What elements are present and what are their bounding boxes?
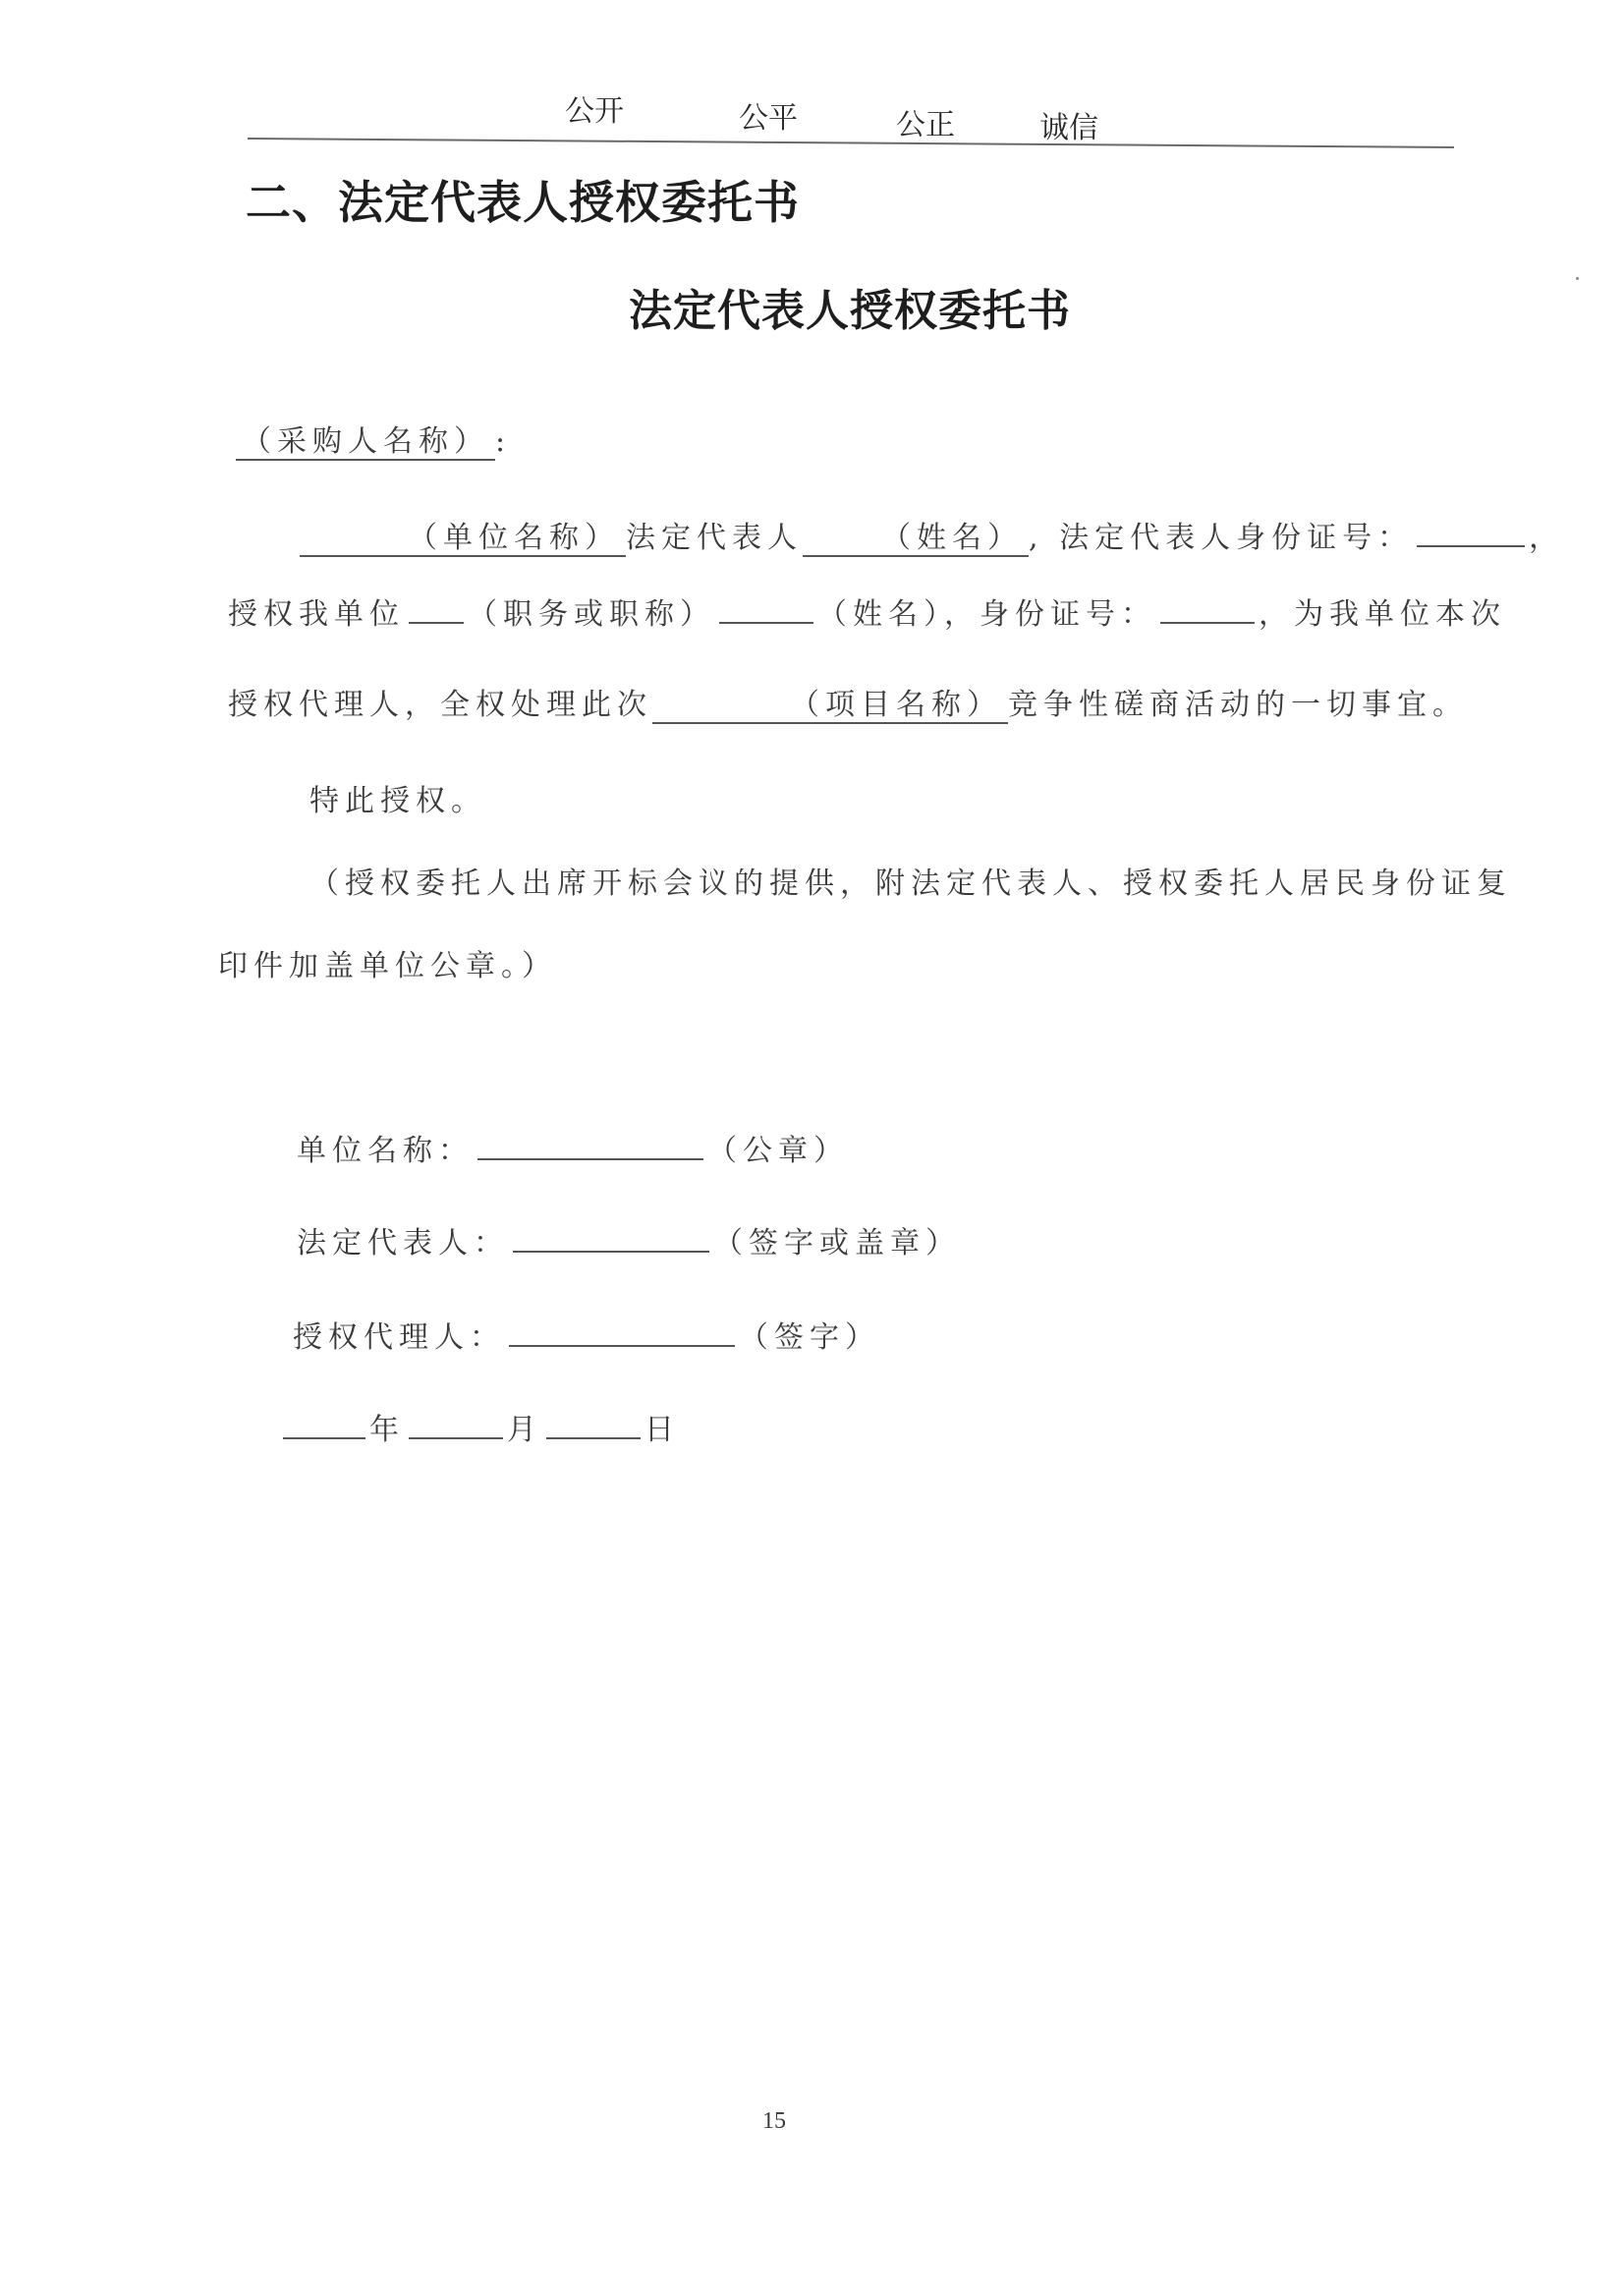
unit-signature-blank <box>477 1129 703 1160</box>
header-rule <box>248 138 1454 148</box>
agent-role-text: ，为我单位本次 <box>1259 597 1506 632</box>
section-heading: 二、法定代表人授权委托书 <box>246 176 800 229</box>
month-label: 月 <box>507 1413 542 1447</box>
legal-rep-name-field: （姓名） <box>803 521 1029 557</box>
legal-rep-id-text: , 法定代表人身份证号： <box>1029 521 1414 555</box>
unit-label: 单位名称： <box>297 1134 474 1168</box>
header-word-just: 公正 <box>896 108 955 142</box>
unit-seal-suffix: （公章） <box>707 1134 849 1168</box>
page-number: 15 <box>762 2108 786 2134</box>
header-word-fair: 公平 <box>739 101 798 136</box>
addressee-line <box>236 417 511 460</box>
year-blank <box>283 1408 365 1439</box>
header-word-integrity: 诚信 <box>1039 111 1098 145</box>
addressee-field: （采购人名称） <box>236 424 495 461</box>
handle-text: 授权代理人，全权处理此次 <box>228 688 652 722</box>
line1-end: ， <box>1529 521 1565 555</box>
agent-id-text: （姓名），身份证号： <box>817 597 1156 632</box>
paragraph1-line1 <box>300 513 1564 556</box>
agent-label: 授权代理人： <box>293 1320 505 1355</box>
agent-signature-blank <box>509 1315 735 1347</box>
paragraph1-line2 <box>228 589 1506 633</box>
paragraph1-line3 <box>228 680 1468 723</box>
day-blank <box>546 1408 641 1439</box>
date-line <box>283 1405 680 1448</box>
legal-rep-id-blank <box>1417 516 1525 547</box>
unit-name-field: （单位名称） <box>300 521 626 557</box>
unit-blank <box>409 592 464 624</box>
authorize-text: 授权我单位 <box>228 597 405 632</box>
note-line1: （授权委托人出席开标会议的提供，附法定代表人、授权委托人居民身份证复 <box>309 867 1512 901</box>
agent-signature-suffix: （签字） <box>739 1320 880 1355</box>
addressee-colon: : <box>495 424 512 459</box>
month-blank <box>409 1408 503 1439</box>
agent-id-blank <box>1160 592 1255 624</box>
activity-text: 竞争性磋商活动的一切事宜。 <box>1008 688 1468 722</box>
scan-speck <box>1576 277 1579 280</box>
signature-agent-line <box>293 1313 880 1356</box>
document-title: 法定代表人授权委托书 <box>629 286 1071 336</box>
signature-unit-line <box>297 1126 849 1169</box>
header-word-open: 公开 <box>565 94 624 129</box>
day-label: 日 <box>644 1413 680 1447</box>
position-field: （职务或职称） <box>468 597 715 632</box>
project-name-field: （项目名称） <box>652 688 1008 724</box>
legal-rep-text: 法定代表人 <box>626 521 803 555</box>
special-authorization: 特此授权。 <box>309 784 486 818</box>
signature-rep-line <box>297 1218 961 1261</box>
note-line2: 印件加盖单位公章。） <box>218 949 557 983</box>
year-label: 年 <box>369 1413 405 1447</box>
rep-label: 法定代表人： <box>297 1226 509 1260</box>
rep-signature-blank <box>513 1221 709 1253</box>
rep-signature-suffix: （签字或盖章） <box>713 1226 961 1260</box>
agent-name-blank <box>719 592 813 624</box>
